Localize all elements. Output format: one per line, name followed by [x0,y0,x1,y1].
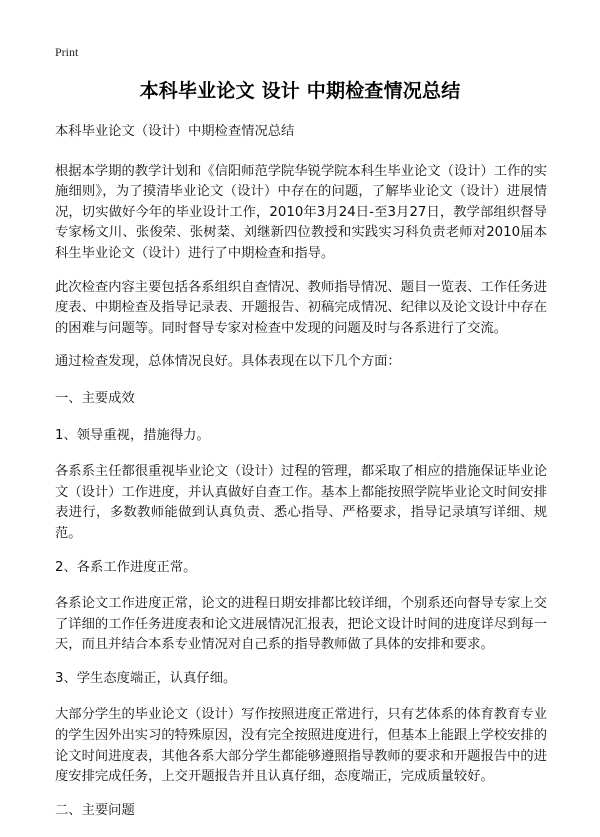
paragraph-leadership: 各系系主任都很重视毕业论文（设计）过程的管理，都采取了相应的措施保证毕业论文（设计）工作进度，并认真做好自查工作。基本上都能按照学院毕业论文时间安排表进行，多数教师能做到认真负责、悉心指导、严格要求，指导记录填写详细、规范。 [55,464,547,541]
document-subtitle: 本科毕业论文（设计）中期检查情况总结 [55,124,295,139]
section-heading-problems: 二、主要问题 [55,802,135,818]
paragraph-progress: 各系论文工作进度正常，论文的进程日期安排都比较详细，个别系还向督导专家上交了详细的工作任务进度表和论文进展情况汇报表，把论文设计时间的进度详尽到每一天，而且并结合本系专业情况对自己系的指导教师做了具体的安排和要求。 [55,596,547,653]
subheading-leadership: 1、领导重视，措施得力。 [55,427,210,443]
section-heading-achievements: 一、主要成效 [55,390,135,406]
subheading-progress: 2、各系工作进度正常。 [55,559,197,575]
document-title: 本科毕业论文 设计 中期检查情况总结 [139,80,461,102]
document-body [55,122,547,837]
subheading-student-attitude: 3、学生态度端正，认真仔细。 [55,670,237,686]
print-link[interactable]: Print [55,45,79,59]
paragraph-overall-summary: 通过检查发现，总体情况良好。具体表现在以下几个方面： [55,354,401,370]
paragraph-intro: 根据本学期的教学计划和《信阳师范学院华锐学院本科生毕业论文（设计）工作的实施细则》，为了摸清毕业论文（设计）中存在的问题，了解毕业论文（设计）进展情况，切实做好今年的毕业设计工作，2010年3月24日-至3月27日，教学部组织督导专家杨文川、张俊荣、张树棻、刘继新四位教授和实践实习科负责老师对2010届本科生毕业论文（设计）进行了中期检查和指导。 [55,163,547,261]
paragraph-inspection-content: 此次检查内容主要包括各系组织自查情况、教师指导情况、题目一览表、工作任务进度表、中期检查及指导记录表、开题报告、初稿完成情况、纪律以及论文设计中存在的困难与问题等。同时督导专家对检查中发现的问题及时与各系进行了交流。 [55,279,547,336]
paragraph-student-attitude: 大部分学生的毕业论文（设计）写作按照进度正常进行，只有艺体系的体育教育专业的学生因外出实习的特殊原因，没有完全按照进度进行，但基本上能跟上学校安排的论文时间进度表，其他各系大部分学生都能够遵照指导教师的要求和开题报告中的进度安排完成任务，上交开题报告并且认真仔细，态度端正，完成质量较好。 [55,707,547,785]
